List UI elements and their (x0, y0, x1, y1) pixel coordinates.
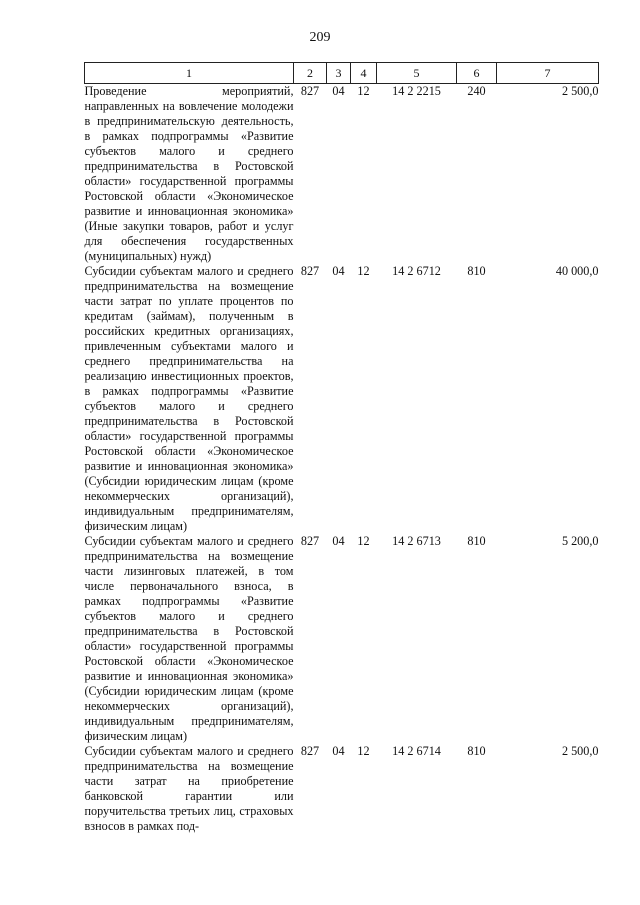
row-target-article: 14 2 2215 (392, 84, 441, 98)
header-col-3: 3 (327, 63, 351, 84)
table-row (85, 744, 599, 834)
budget-table (84, 62, 599, 834)
header-col-1: 1 (85, 63, 294, 84)
header-col-6: 6 (457, 63, 497, 84)
row-amount: 2 500,0 (561, 744, 599, 758)
header-row (85, 63, 599, 84)
row-description: Субсидии субъектам малого и среднего предпринимательства на возмещение части затрат по уплате процентов по кредитам (займам), полученным в российских кредитных организациях, привлеченным субъектами малого и среднего предпринимательства на реализацию инвестиционных проектов, в рамках подпрограммы «Развитие субъектов малого и среднего предпринимательства в Ростовской области» государственной программы Ростовской области «Экономическое развитие и инновационная экономика» (Субсидии юридическим лицам (кроме некоммерческих организаций), индивидуальным предпринимателям, физическим лицам) (84, 264, 294, 533)
row-section: 04 (332, 534, 345, 548)
row-amount: 5 200,0 (561, 534, 599, 548)
header-col-7: 7 (497, 63, 599, 84)
row-ministry-code: 827 (300, 84, 320, 98)
row-ministry-code: 827 (300, 534, 320, 548)
row-target-article: 14 2 6713 (392, 534, 441, 548)
row-expense-type: 810 (467, 534, 486, 548)
row-description: Проведение мероприятий, направленных на вовлечение молодежи в предпринимательскую деятельность, в рамках подпрограммы «Развитие субъектов малого и среднего предпринимательства в Ростовской области» государственной программы Ростовской области «Экономическое развитие и инновационная экономика» (Иные закупки товаров, работ и услуг для обеспечения государственных (муниципальных) нужд) (84, 84, 294, 263)
row-target-article: 14 2 6714 (392, 744, 441, 758)
row-amount: 2 500,0 (561, 84, 599, 98)
header-col-2: 2 (294, 63, 327, 84)
table-row (85, 264, 599, 534)
row-subsection: 12 (357, 264, 370, 278)
row-section: 04 (332, 744, 345, 758)
table-row (85, 84, 599, 265)
row-expense-type: 240 (467, 84, 486, 98)
row-description: Субсидии субъектам малого и среднего предпринимательства на возмещение части лизинговых платежей, в том числе первоначального взноса, в рамках подпрограммы «Развитие субъектов малого и среднего предпринимательства в Ростовской области» государственной программы Ростовской области «Экономическое развитие и инновационная экономика» (Субсидии юридическим лицам (кроме некоммерческих организаций), индивидуальным предпринимателям, физическим лицам) (84, 534, 294, 743)
header-col-4: 4 (351, 63, 377, 84)
row-subsection: 12 (357, 744, 370, 758)
row-subsection: 12 (357, 84, 370, 98)
row-section: 04 (332, 84, 345, 98)
row-target-article: 14 2 6712 (392, 264, 441, 278)
row-ministry-code: 827 (300, 264, 320, 278)
row-section: 04 (332, 264, 345, 278)
row-ministry-code: 827 (300, 744, 320, 758)
header-col-5: 5 (377, 63, 457, 84)
row-amount: 40 000,0 (555, 264, 599, 278)
page-number: 209 (309, 30, 331, 45)
row-subsection: 12 (357, 534, 370, 548)
table-row (85, 534, 599, 744)
row-expense-type: 810 (467, 744, 486, 758)
row-description: Субсидии субъектам малого и среднего предпринимательства на возмещение части затрат на приобретение банковской гарантии или поручительства третьих лиц, страховых взносов в рамках под- (84, 744, 294, 833)
row-expense-type: 810 (467, 264, 486, 278)
